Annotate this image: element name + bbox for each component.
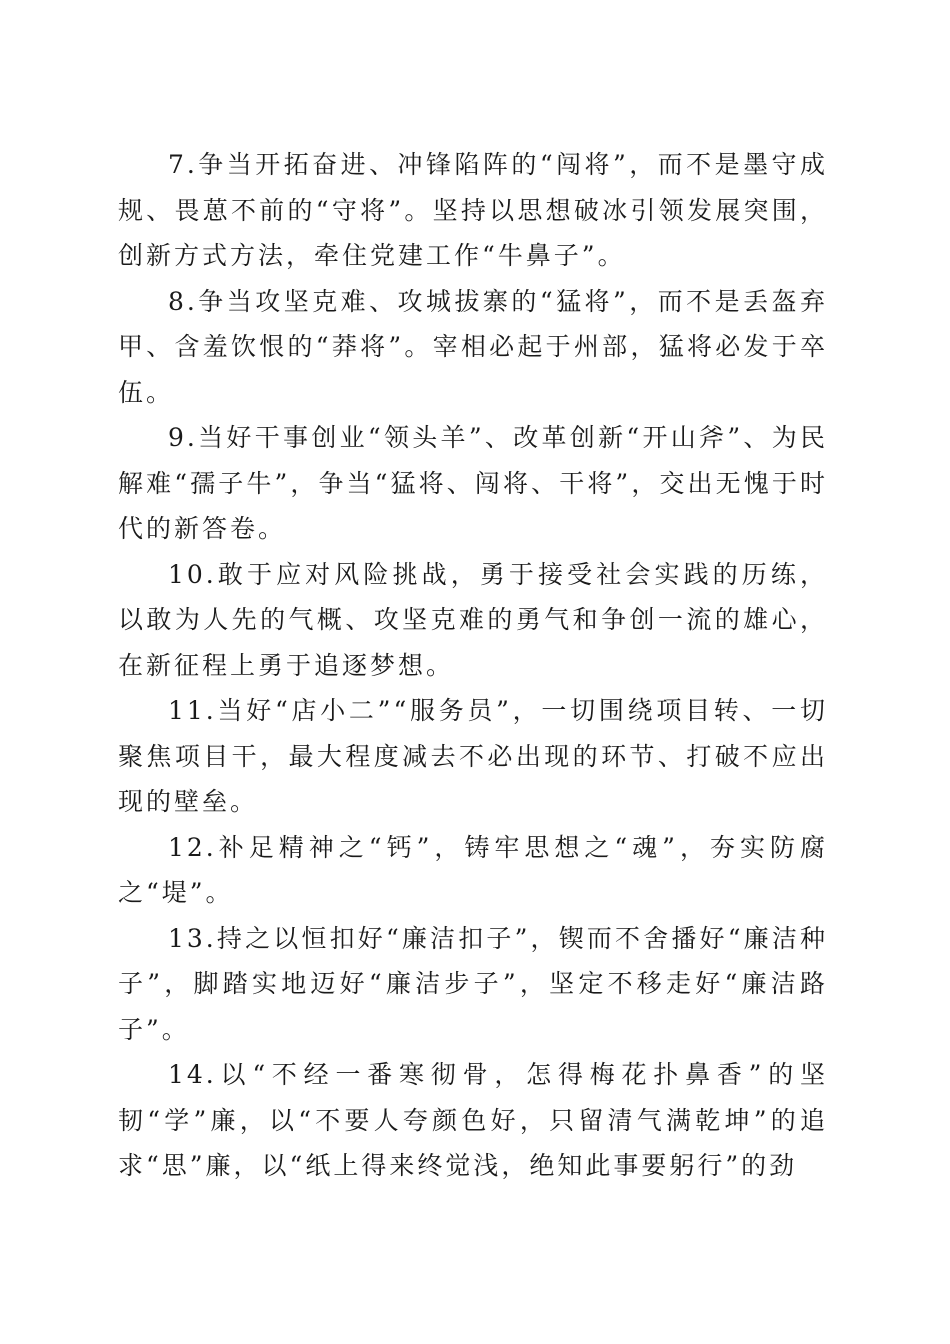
paragraph-9: 9.当好干事创业“领头羊”、改革创新“开山斧”、为民解难“孺子牛”，争当“猛将、闯将、干将”，交出无愧于时代的新答卷。 <box>118 423 828 543</box>
paragraph-14: 14.以“不经一番寒彻骨，怎得梅花扑鼻香”的坚韧“学”廉，以“不要人夸颜色好，只留清气满乾坤”的追求“思”廉，以“纸上得来终觉浅，绝知此事要躬行”的劲 <box>118 1060 828 1180</box>
paragraph-13: 13.持之以恒扣好“廉洁扣子”，锲而不舍播好“廉洁种子”，脚踏实地迈好“廉洁步子”，坚定不移走好“廉洁路子”。 <box>118 923 828 1044</box>
paragraph-12: 12.补足精神之“钙”，铸牢思想之“魂”，夯实防腐之“堤”。 <box>118 832 828 907</box>
paragraph-10: 10.敢于应对风险挑战，勇于接受社会实践的历练，以敢为人先的气概、攻坚克难的勇气和争创一流的雄心，在新征程上勇于追逐梦想。 <box>118 559 828 680</box>
paragraph-11: 11.当好“店小二”“服务员”，一切围绕项目转、一切聚焦项目干，最大程度减去不必出现的环节、打破不应出现的壁垒。 <box>118 696 828 816</box>
document-body <box>118 142 828 1189</box>
paragraph-8: 8.争当攻坚克难、攻城拔寨的“猛将”，而不是丢盔弃甲、含羞饮恨的“莽将”。宰相必起于州部，猛将必发于卒伍。 <box>118 286 828 407</box>
paragraph-7: 7.争当开拓奋进、冲锋陷阵的“闯将”，而不是墨守成规、畏葸不前的“守将”。坚持以思想破冰引领发展突围，创新方式方法，牵住党建工作“牛鼻子”。 <box>118 150 828 270</box>
